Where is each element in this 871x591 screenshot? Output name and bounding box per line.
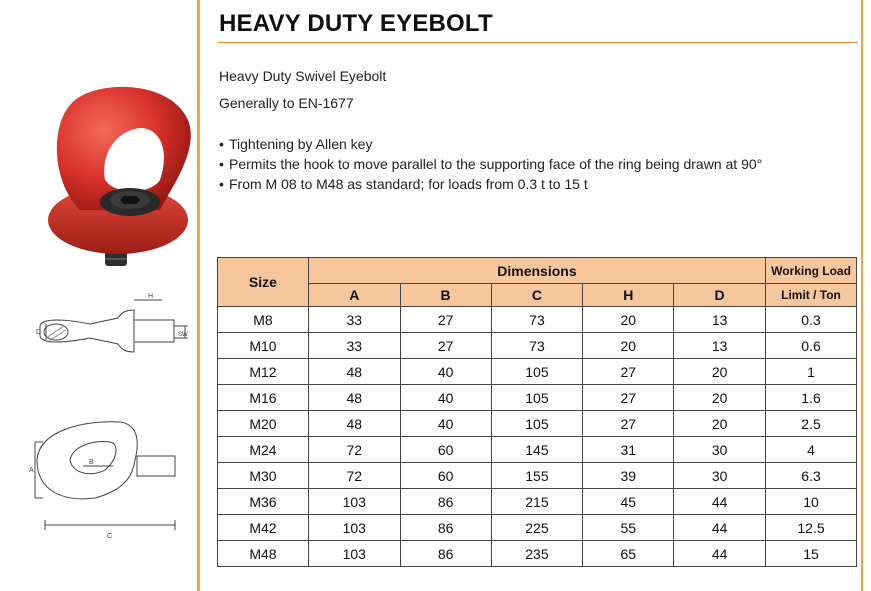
drawing-label-a: A	[29, 467, 34, 474]
dimension-cell: 155	[491, 463, 583, 489]
load-cell: 6.3	[766, 463, 857, 489]
dimension-cell: 27	[583, 385, 674, 411]
dimension-cell: 73	[491, 307, 583, 333]
dimension-cell: 40	[400, 411, 491, 437]
front-view-drawing	[25, 400, 195, 550]
dimension-cell: 225	[491, 515, 583, 541]
feature-item: • Permits the hook to move parallel to the supporting face of the ring being drawn at 90°	[219, 156, 763, 172]
dimension-cell: 31	[583, 437, 674, 463]
size-cell: M10	[218, 333, 309, 359]
dimension-cell: 45	[583, 489, 674, 515]
load-cell: 10	[766, 489, 857, 515]
right-accent-line	[861, 0, 863, 591]
size-cell: M36	[218, 489, 309, 515]
drawing-label-d: D	[36, 329, 42, 336]
dimension-cell: 20	[583, 333, 674, 359]
dimension-cell: 44	[674, 515, 766, 541]
table-row	[218, 359, 857, 385]
dimension-cell: 27	[400, 307, 491, 333]
table-row	[218, 463, 857, 489]
specification-table	[217, 257, 857, 567]
dimension-cell: 13	[674, 307, 766, 333]
dimension-cell: 55	[583, 515, 674, 541]
size-cell: M30	[218, 463, 309, 489]
dimension-cell: 48	[308, 385, 400, 411]
load-cell: 12.5	[766, 515, 857, 541]
feature-list	[219, 135, 762, 195]
dimension-cell: 40	[400, 385, 491, 411]
drawing-label-sw: SW	[178, 332, 188, 338]
dimension-cell: 20	[674, 411, 766, 437]
table-row	[218, 489, 857, 515]
dimension-cell: 27	[583, 411, 674, 437]
drawing-label-b: B	[89, 459, 94, 466]
load-cell: 1	[766, 359, 857, 385]
dimension-cell: 48	[308, 359, 400, 385]
dimension-cell: 20	[674, 385, 766, 411]
load-cell: 0.6	[766, 333, 857, 359]
dimension-cell: 60	[400, 463, 491, 489]
dim-header-a: A	[308, 284, 400, 307]
working-load-header: Working Load	[766, 258, 857, 284]
dimension-cell: 72	[308, 463, 400, 489]
dimension-cell: 103	[308, 541, 400, 567]
dimension-cell: 39	[583, 463, 674, 489]
size-cell: M12	[218, 359, 309, 385]
dimension-cell: 103	[308, 515, 400, 541]
table-row	[218, 437, 857, 463]
side-view-drawing	[30, 290, 195, 370]
table-row	[218, 411, 857, 437]
size-cell: M48	[218, 541, 309, 567]
dimension-cell: 44	[674, 541, 766, 567]
dimension-cell: 33	[308, 307, 400, 333]
size-header: Size	[218, 258, 309, 307]
dimension-cell: 145	[491, 437, 583, 463]
dimension-cell: 27	[583, 359, 674, 385]
table-row	[218, 541, 857, 567]
dimension-cell: 20	[583, 307, 674, 333]
dimension-cell: 33	[308, 333, 400, 359]
dimension-cell: 20	[674, 359, 766, 385]
product-subtitle: Heavy Duty Swivel Eyebolt	[219, 68, 387, 84]
drawing-label-h: H	[148, 293, 154, 300]
dimension-cell: 215	[491, 489, 583, 515]
dimension-cell: 40	[400, 359, 491, 385]
dimension-cell: 105	[491, 411, 583, 437]
dim-header-c: C	[491, 284, 583, 307]
limit-ton-header: Limit / Ton	[766, 284, 857, 307]
dimension-cell: 86	[400, 489, 491, 515]
dimension-cell: 13	[674, 333, 766, 359]
dimension-cell: 60	[400, 437, 491, 463]
dimension-cell: 86	[400, 515, 491, 541]
table-row	[218, 307, 857, 333]
dimension-cell: 105	[491, 385, 583, 411]
dimensions-header: Dimensions	[308, 258, 765, 284]
feature-item: • From M 08 to M48 as standard; for loads from 0.3 t to 15 t	[219, 176, 588, 192]
size-cell: M8	[218, 307, 309, 333]
dimension-cell: 27	[400, 333, 491, 359]
table-row	[218, 333, 857, 359]
size-cell: M16	[218, 385, 309, 411]
specification-rows	[218, 307, 857, 567]
dimension-cell: 73	[491, 333, 583, 359]
dim-header-d: D	[674, 284, 766, 307]
size-cell: M42	[218, 515, 309, 541]
dimension-cell: 235	[491, 541, 583, 567]
size-cell: M20	[218, 411, 309, 437]
load-cell: 15	[766, 541, 857, 567]
table-row	[218, 385, 857, 411]
dimension-cell: 44	[674, 489, 766, 515]
dim-header-h: H	[583, 284, 674, 307]
load-cell: 1.6	[766, 385, 857, 411]
dimension-cell: 105	[491, 359, 583, 385]
dimension-cell: 30	[674, 463, 766, 489]
title-divider	[218, 42, 858, 43]
dimension-cell: 103	[308, 489, 400, 515]
load-cell: 4	[766, 437, 857, 463]
standard-subtitle: Generally to EN-1677	[219, 95, 354, 111]
table-row	[218, 515, 857, 541]
dimension-cell: 86	[400, 541, 491, 567]
page-title: HEAVY DUTY EYEBOLT	[219, 10, 493, 37]
dim-header-b: B	[400, 284, 491, 307]
load-cell: 2.5	[766, 411, 857, 437]
size-cell: M24	[218, 437, 309, 463]
drawing-label-c: C	[107, 533, 113, 540]
dimension-cell: 30	[674, 437, 766, 463]
dimension-cell: 48	[308, 411, 400, 437]
load-cell: 0.3	[766, 307, 857, 333]
eyebolt-photo	[20, 10, 200, 275]
dimension-cell: 65	[583, 541, 674, 567]
dimension-cell: 72	[308, 437, 400, 463]
feature-item: • Tightening by Allen key	[219, 136, 373, 152]
